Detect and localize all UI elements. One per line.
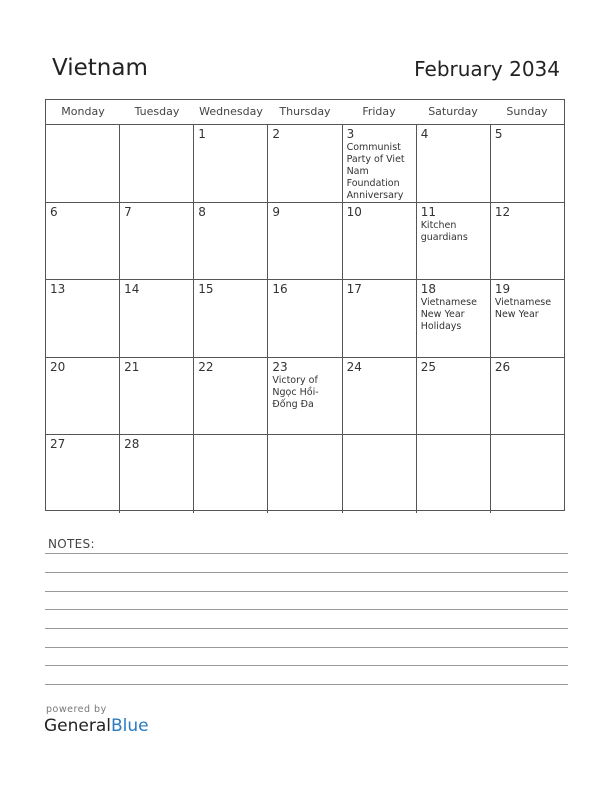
day-number: 17 — [346, 282, 362, 296]
day-cell — [491, 280, 564, 357]
day-cell — [343, 435, 417, 513]
day-number: 1 — [198, 127, 206, 141]
day-cell — [491, 358, 564, 435]
day-number: 12 — [494, 204, 511, 219]
day-cell — [417, 280, 491, 357]
day-cell — [491, 125, 564, 202]
holiday-label: Vietnamese New Year Holidays — [420, 297, 477, 332]
day-cell — [120, 125, 194, 202]
week-row — [46, 203, 564, 281]
notes-line — [45, 591, 568, 592]
notes-line — [45, 628, 568, 629]
day-cell — [120, 280, 194, 357]
day-cell — [120, 358, 194, 435]
holiday-label: Communist Party of Viet Nam Foundation Anniversary — [346, 142, 405, 201]
day-number: 3 — [346, 127, 355, 141]
day-number: 23 — [272, 359, 288, 374]
day-cell — [194, 435, 268, 513]
day-cell — [194, 280, 268, 357]
day-number: 8 — [198, 204, 206, 219]
weekday-header: Thursday — [279, 105, 331, 118]
day-number: 7 — [124, 204, 132, 219]
powered-by-text: powered by — [46, 704, 107, 715]
day-number: 26 — [494, 359, 511, 374]
day-cell — [46, 125, 120, 202]
notes-label: NOTES: — [48, 537, 95, 551]
day-number: 2 — [272, 127, 281, 141]
day-cell — [268, 125, 342, 202]
day-number: 24 — [346, 359, 362, 374]
week-row — [46, 358, 564, 436]
notes-line — [45, 665, 568, 666]
day-cell — [343, 203, 417, 280]
day-cell — [268, 203, 342, 280]
day-number: 22 — [198, 359, 214, 374]
notes-line — [45, 553, 568, 554]
brand-general: General — [44, 716, 111, 736]
brand-logo — [44, 716, 149, 736]
holiday-label: Victory of Ngọc Hồi-Đống Đa — [272, 374, 319, 410]
day-number: 19 — [494, 282, 511, 296]
day-cell — [417, 358, 491, 435]
day-number: 14 — [124, 282, 140, 296]
day-cell — [194, 358, 268, 435]
notes-line — [45, 684, 568, 685]
weekday-header: Saturday — [428, 105, 478, 118]
day-number: 10 — [346, 204, 362, 219]
day-number: 28 — [124, 437, 140, 451]
day-number: 21 — [124, 359, 140, 374]
day-number: 5 — [494, 127, 503, 141]
weekday-header: Monday — [61, 105, 105, 118]
day-cell — [120, 203, 194, 280]
day-cell — [268, 280, 342, 357]
week-row — [46, 125, 564, 203]
holiday-label: Kitchen guardians — [420, 219, 468, 243]
day-number: 16 — [272, 282, 288, 296]
day-cell — [46, 203, 120, 280]
weeks-container — [46, 125, 564, 513]
weekday-header: Friday — [362, 105, 396, 118]
weekday-header: Wednesday — [199, 105, 263, 118]
day-cell — [491, 203, 564, 280]
country-title: Vietnam — [52, 55, 148, 81]
day-cell — [268, 358, 342, 435]
day-cell — [46, 280, 120, 357]
weekday-header: Tuesday — [134, 105, 180, 118]
week-row — [46, 435, 564, 513]
day-cell — [194, 203, 268, 280]
day-number: 27 — [50, 437, 66, 451]
weekday-header: Sunday — [506, 105, 548, 118]
day-cell — [417, 435, 491, 513]
day-cell — [268, 435, 342, 513]
month-title: February 2034 — [414, 57, 560, 81]
brand-blue: Blue — [111, 716, 149, 736]
week-row — [46, 280, 564, 358]
day-cell — [343, 358, 417, 435]
day-cell — [46, 358, 120, 435]
day-number: 4 — [420, 127, 429, 141]
calendar-grid — [45, 99, 565, 511]
day-number: 11 — [420, 204, 436, 219]
day-number: 20 — [50, 359, 66, 374]
notes-line — [45, 572, 568, 573]
day-number: 13 — [50, 282, 66, 296]
day-number: 6 — [50, 204, 58, 219]
day-cell — [417, 125, 491, 202]
day-number: 18 — [420, 282, 436, 296]
day-cell — [194, 125, 268, 202]
day-cell — [120, 435, 194, 513]
day-cell — [417, 203, 491, 280]
day-number: 25 — [420, 359, 436, 374]
day-cell — [343, 125, 417, 202]
day-cell — [46, 435, 120, 513]
day-number: 15 — [198, 282, 214, 296]
holiday-label: Vietnamese New Year — [494, 297, 552, 320]
notes-line — [45, 609, 568, 610]
day-cell — [491, 435, 564, 513]
day-cell — [343, 280, 417, 357]
notes-line — [45, 647, 568, 648]
day-number: 9 — [272, 204, 281, 219]
weekday-header-row — [46, 100, 564, 125]
